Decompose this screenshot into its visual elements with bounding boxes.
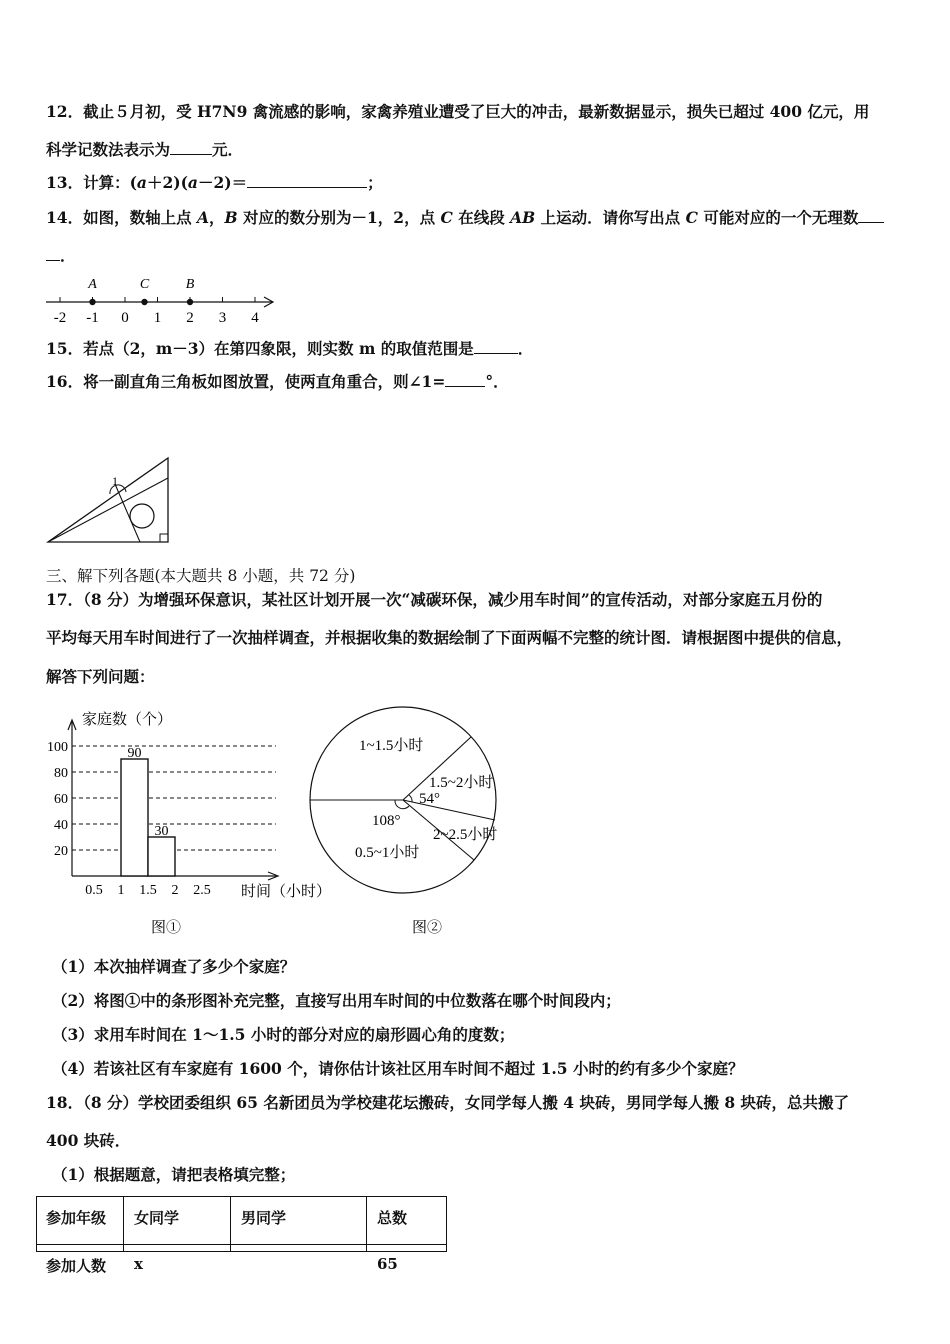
bar-chart-ytick-label: 60 (54, 792, 68, 807)
q15-prefix: 15．若点（2，m－3）在第四象限，则实数 m 的取值范围是 (46, 339, 474, 358)
bar-chart-xlabel: 时间（小时） (241, 884, 332, 900)
q18-sub1: （1）根据题意，请把表格填完整； (52, 1165, 296, 1184)
number-line-tick-label: -2 (53, 310, 67, 326)
q14-text-b: 对应的数分别为－1，2，点 (237, 208, 441, 227)
small-triangle-hypotenuse (48, 478, 168, 542)
q14-line2 (46, 246, 76, 266)
table-mid-border-2 (36, 1251, 447, 1252)
q15-suffix: ． (517, 339, 534, 358)
q17-line3: 解答下列问题： (46, 667, 155, 686)
pie-divider-2 (403, 800, 495, 820)
q16-suffix: °． (485, 372, 509, 391)
pie-angle-108-label: 108° (372, 813, 401, 829)
bar-chart-ytick-label: 100 (47, 740, 68, 755)
bar-chart-figure-1 (36, 700, 336, 940)
table-col-border-2 (230, 1196, 231, 1252)
number-line-point-label: C (139, 277, 150, 292)
number-line-tick-label: -1 (86, 310, 99, 326)
q18-line1: 18．（8 分）学校团委组织 65 名新团员为学校建花坛搬砖，女同学每人搬 4 块砖，男同学每人搬 8 块砖，总共搬了 (46, 1093, 850, 1112)
q14-text-c: 在线段 (452, 208, 511, 227)
table-col-border-1 (123, 1196, 124, 1252)
q14-line1 (46, 208, 884, 228)
number-line-point-c (141, 299, 147, 305)
q17-sub4: （4）若该社区有车家庭有 1600 个，请你估计该社区用车时间不超过 1.5 小时的约有多少个家庭？ (52, 1059, 744, 1078)
number-line-point-label: B (185, 277, 195, 292)
pie-chart-title: 图② (411, 920, 443, 936)
q14-answer-blank-part1[interactable] (858, 208, 884, 223)
q13-var-a2: a (187, 173, 198, 192)
q17-line2: 平均每天用车时间进行了一次抽样调查，并根据收集的数据绘制了下面两幅不完整的统计图．请根据图中提供的信息， (46, 628, 853, 647)
q13-answer-blank[interactable] (247, 173, 367, 188)
bar-value-label: 90 (127, 746, 142, 761)
q12-answer-blank[interactable] (170, 140, 212, 155)
table-col-border-3 (366, 1196, 367, 1252)
large-triangle (48, 458, 168, 542)
q14-answer-blank-part2[interactable] (46, 246, 60, 261)
number-line-tick-label: 0 (121, 310, 129, 326)
triangle-set-square-figure (40, 450, 180, 550)
q16-answer-blank[interactable] (445, 372, 485, 387)
number-line-tick-label: 4 (251, 310, 259, 326)
bar-chart-ytick-label: 40 (54, 818, 68, 833)
pie-label-1.5-2: 1.5~2小时 (429, 775, 494, 791)
number-line-point-b (187, 299, 193, 305)
pie-angle-54-label: 54° (419, 791, 440, 807)
q14-text-e: 可能对应的一个无理数 (697, 208, 859, 227)
bar-chart-ytick-label: 20 (54, 844, 68, 859)
number-line-point-a (89, 299, 95, 305)
number-line-point-label: A (88, 277, 97, 292)
number-line-tick-label: 1 (153, 310, 162, 326)
q12-line1: 12．截止５月初，受 H7N9 禽流感的影响，家禽养殖业遭受了巨大的冲击，最新数据显示，损失已超过 400 亿元，用 (46, 102, 870, 121)
number-line-tick-label: 3 (218, 310, 227, 326)
q13-suffix: ； (367, 173, 383, 192)
table-header-male: 男同学 (241, 1209, 287, 1227)
bar-value-label: 30 (154, 824, 169, 839)
q13-mid1: ＋2)( (146, 173, 188, 192)
q13-mid2: －2)＝ (197, 173, 248, 192)
bar-chart-xtick-label: 2 (171, 883, 179, 898)
table-header-grade: 参加年级 (46, 1209, 107, 1227)
q14-suffix: ． (60, 246, 76, 265)
table-row-label: 参加人数 (46, 1257, 107, 1275)
triangle-hole-circle (130, 504, 154, 528)
q16-line (46, 372, 509, 392)
pie-chart-figure-2 (305, 700, 515, 940)
q13-open: ( (129, 173, 137, 192)
table-top-border (36, 1196, 447, 1197)
right-angle-mark (160, 534, 168, 542)
q15-line (46, 339, 533, 359)
q17-sub2: （2）将图①中的条形图补充完整，直接写出用车时间的中位数落在哪个时间段内； (52, 991, 621, 1010)
number-line-tick-label: 2 (186, 310, 194, 326)
table-cell-female-count: x (134, 1255, 143, 1273)
q14-point-b: B (224, 208, 238, 227)
q15-answer-blank[interactable] (474, 339, 518, 354)
section-3-heading: 三、解下列各题(本大题共 8 小题，共 72 分) (46, 567, 356, 585)
number-line-figure (40, 270, 280, 330)
table-cell-total: 65 (377, 1255, 398, 1273)
table-mid-border (36, 1244, 447, 1245)
table-header-female: 女同学 (134, 1209, 180, 1227)
q13-line (46, 173, 383, 193)
bar-chart-xtick-label: 0.5 (85, 883, 103, 898)
q12-prefix: 科学记数法表示为 (46, 140, 171, 159)
q14-comma: ， (209, 208, 225, 227)
small-triangle-edge (115, 484, 140, 542)
q18-line2: 400 块砖． (46, 1131, 131, 1150)
table-col-border-0 (36, 1196, 37, 1252)
q14-segment-ab: AB (510, 208, 536, 227)
bar-chart-xtick-label: 1 (117, 883, 125, 898)
bar-chart-title: 图① (150, 920, 182, 936)
q17-line1: 17．（8 分）为增强环保意识，某社区计划开展一次“减碳环保，减少用车时间”的宣传活动，对部分家庭五月份的 (46, 590, 823, 609)
q16-prefix: 16．将一副直角三角板如图放置，使两直角重合，则∠1= (46, 372, 446, 391)
q12-line2 (46, 140, 243, 160)
bar-1-1.5 (121, 759, 148, 876)
table-header-total: 总数 (377, 1209, 408, 1227)
table-col-border-4 (446, 1196, 447, 1252)
bar-chart-ytick-label: 80 (54, 766, 68, 781)
pie-label-2-2.5: 2~2.5小时 (433, 827, 498, 843)
q12-suffix: 元． (212, 140, 244, 159)
bar-chart-xtick-label: 1.5 (139, 883, 157, 898)
q13-prefix: 13．计算： (46, 173, 130, 192)
q17-sub3: （3）求用车时间在 1～1.5 小时的部分对应的扇形圆心角的度数； (52, 1025, 515, 1044)
bar-chart-xtick-label: 2.5 (193, 883, 211, 898)
q14-text-d: 上运动．请你写出点 (535, 208, 686, 227)
q14-text-a: 14．如图，数轴上点 (46, 208, 197, 227)
pie-label-0.5-1: 0.5~1小时 (355, 845, 420, 861)
angle-1-label: 1 (112, 474, 118, 488)
q14-point-c: C (440, 208, 453, 227)
bar-1.5-2 (148, 837, 175, 876)
q17-sub1: （1）本次抽样调查了多少个家庭？ (52, 957, 296, 976)
bar-chart-ylabel: 家庭数（个） (82, 712, 173, 728)
pie-label-1-1.5: 1~1.5小时 (359, 738, 424, 754)
q14-point-c-2: C (685, 208, 698, 227)
q13-var-a1: a (136, 173, 147, 192)
q14-point-a: A (196, 208, 209, 227)
